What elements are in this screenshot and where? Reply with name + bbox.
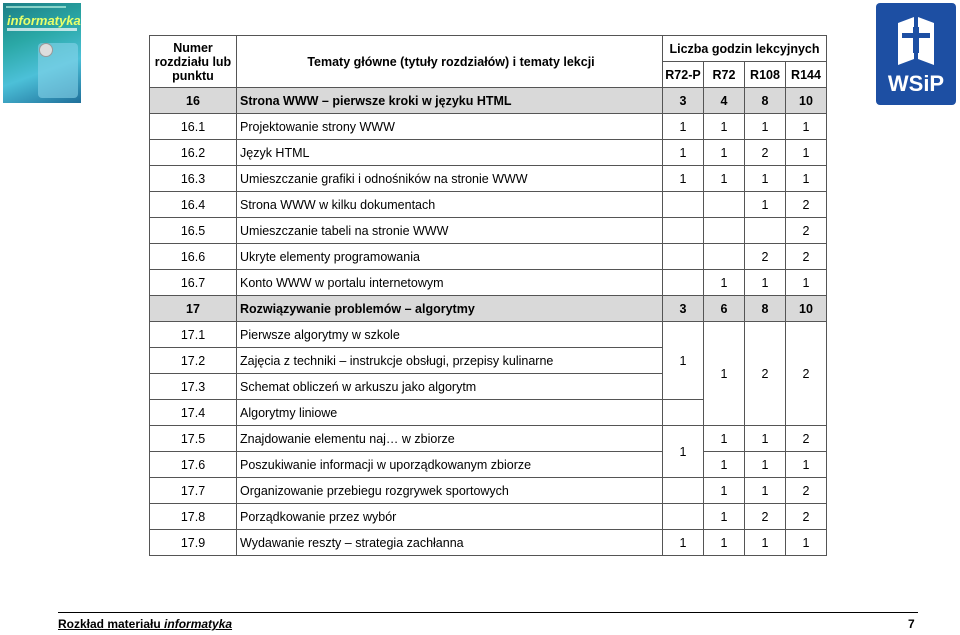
curriculum-table [149,35,827,556]
hours-cell: 1 [663,530,704,556]
hours-cell: 1 [745,530,786,556]
hours-cell: 4 [704,88,745,114]
row-number: 16.7 [150,270,237,296]
table-row [150,504,827,530]
hours-cell: 2 [745,322,786,426]
variant-r72: R72 [704,62,745,88]
hours-cell: 1 [786,452,827,478]
row-title: Konto WWW w portalu internetowym [237,270,663,296]
row-title: Schemat obliczeń w arkuszu jako algorytm [237,374,663,400]
hours-cell [704,218,745,244]
hours-cell: 2 [745,244,786,270]
header-hours: Liczba godzin lekcyjnych [663,36,827,62]
hours-cell: 2 [745,140,786,166]
row-title: Wydawanie reszty – strategia zachłanna [237,530,663,556]
hours-cell: 1 [704,270,745,296]
row-title: Zajęcia z techniki – instrukcje obsługi, przepisy kulinarne [237,348,663,374]
hours-cell [663,244,704,270]
hours-cell [704,192,745,218]
hours-cell [663,192,704,218]
hours-cell: 1 [745,166,786,192]
row-number: 17.3 [150,374,237,400]
hours-cell [663,478,704,504]
row-title: Algorytmy liniowe [237,400,663,426]
hours-cell: 3 [663,88,704,114]
book-title: informatyka [7,13,81,28]
hours-cell: 6 [704,296,745,322]
hours-cell: 2 [786,192,827,218]
row-number: 16.2 [150,140,237,166]
hours-cell: 1 [786,166,827,192]
row-number: 16 [150,88,237,114]
row-title: Strona WWW – pierwsze kroki w języku HTML [237,88,663,114]
hours-cell: 1 [704,504,745,530]
hours-cell: 3 [663,296,704,322]
hours-cell: 1 [704,140,745,166]
table-row [150,114,827,140]
hours-cell: 1 [745,192,786,218]
row-number: 17.5 [150,426,237,452]
hours-cell: 1 [663,166,704,192]
header-number: Numer rozdziału lub punktu [150,36,237,88]
row-title: Rozwiązywanie problemów – algorytmy [237,296,663,322]
hours-cell: 2 [745,504,786,530]
hours-cell: 2 [786,426,827,452]
hours-cell: 1 [786,140,827,166]
cover-line [6,6,66,8]
hours-cell [663,400,704,426]
hours-cell: 1 [745,452,786,478]
variant-r72p: R72-P [663,62,704,88]
variant-r144: R144 [786,62,827,88]
footer-italic: informatyka [164,617,233,631]
page-number: 7 [908,617,915,631]
hours-cell: 1 [745,478,786,504]
row-number: 17.7 [150,478,237,504]
row-title: Ukryte elementy programowania [237,244,663,270]
hours-cell: 2 [786,244,827,270]
row-number: 16.4 [150,192,237,218]
table-row [150,166,827,192]
footer-text: Rozkład materiału [58,617,165,631]
hours-cell: 1 [745,270,786,296]
hours-cell: 1 [786,114,827,140]
table-row [150,296,827,322]
row-number: 17.9 [150,530,237,556]
table-row [150,452,827,478]
hours-cell [704,244,745,270]
hours-cell: 8 [745,296,786,322]
table-row [150,140,827,166]
table-row [150,244,827,270]
row-title: Znajdowanie elementu naj… w zbiorze [237,426,663,452]
table-row [150,322,827,348]
cover-stripe [7,28,77,31]
hours-cell: 1 [663,322,704,400]
hours-cell: 1 [704,166,745,192]
row-title: Język HTML [237,140,663,166]
row-number: 16.5 [150,218,237,244]
row-number: 17.4 [150,400,237,426]
hours-cell: 1 [704,426,745,452]
table-row [150,426,827,452]
hours-cell: 1 [745,114,786,140]
cd-icon [39,43,53,57]
footer-rule [58,612,918,613]
variant-r108: R108 [745,62,786,88]
row-title: Porządkowanie przez wybór [237,504,663,530]
row-number: 17 [150,296,237,322]
hours-cell: 2 [786,322,827,426]
table-header-row [150,36,827,62]
hours-cell: 1 [745,426,786,452]
hours-cell: 1 [786,530,827,556]
table-row [150,530,827,556]
hours-cell: 1 [663,140,704,166]
hours-cell: 1 [663,426,704,478]
publisher-logo [876,3,956,105]
hours-cell: 2 [786,478,827,504]
row-title: Strona WWW w kilku dokumentach [237,192,663,218]
row-number: 16.1 [150,114,237,140]
hours-cell: 8 [745,88,786,114]
hours-cell: 1 [704,478,745,504]
hours-cell: 1 [704,452,745,478]
row-title: Umieszczanie tabeli na stronie WWW [237,218,663,244]
hours-cell [663,270,704,296]
table-row [150,478,827,504]
row-title: Projektowanie strony WWW [237,114,663,140]
footer-title [58,617,232,631]
hours-cell: 1 [786,270,827,296]
row-number: 17.6 [150,452,237,478]
table-row [150,218,827,244]
row-number: 17.2 [150,348,237,374]
row-number: 17.8 [150,504,237,530]
hours-cell: 2 [786,218,827,244]
book-emblem-icon [894,13,938,67]
row-title: Organizowanie przebiegu rozgrywek sportowych [237,478,663,504]
table-row [150,270,827,296]
row-number: 16.3 [150,166,237,192]
row-title: Umieszczanie grafiki i odnośników na stronie WWW [237,166,663,192]
row-number: 17.1 [150,322,237,348]
hours-cell: 10 [786,296,827,322]
hours-cell [663,504,704,530]
row-title: Pierwsze algorytmy w szkole [237,322,663,348]
book-cover-thumbnail [3,3,81,103]
row-number: 16.6 [150,244,237,270]
hours-cell: 1 [704,114,745,140]
table-row [150,88,827,114]
hours-cell: 1 [704,322,745,426]
row-title: Poszukiwanie informacji w uporządkowanym zbiorze [237,452,663,478]
hours-cell: 1 [704,530,745,556]
hours-cell: 2 [786,504,827,530]
table-row [150,192,827,218]
hours-cell: 1 [663,114,704,140]
hours-cell [745,218,786,244]
hours-cell: 10 [786,88,827,114]
logo-text: WSiP [887,71,945,96]
hours-cell [663,218,704,244]
header-topics: Tematy główne (tytuły rozdziałów) i tematy lekcji [237,36,663,88]
